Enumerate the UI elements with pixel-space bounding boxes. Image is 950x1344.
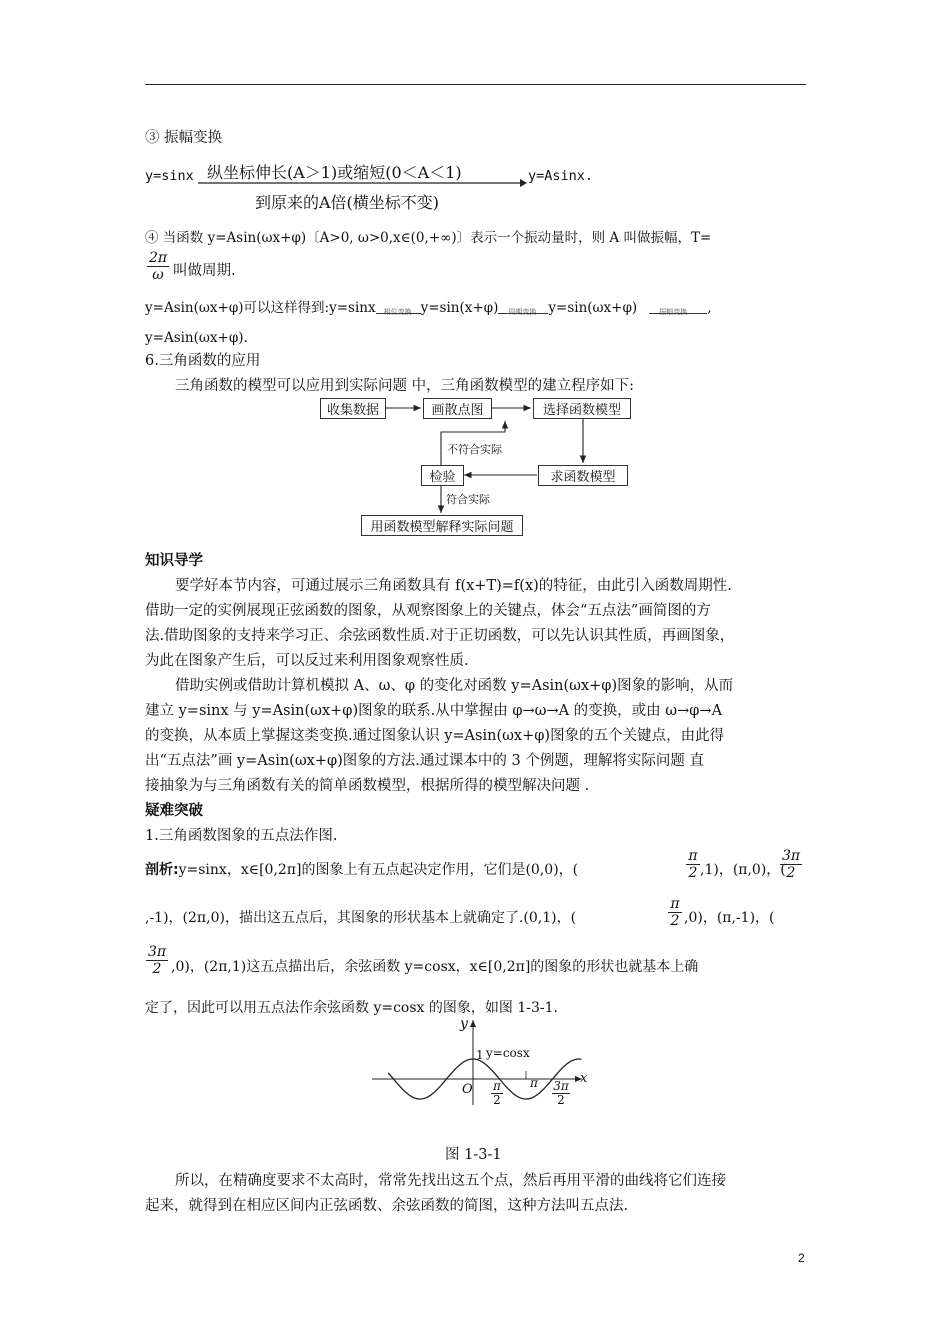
analysis-label: 剖析: — [145, 862, 179, 878]
fig-tick-pi2-num: π — [493, 1079, 501, 1093]
guide-p2-l5: 接抽象为与三角函数有关的简单函数模型，根据所得的模型解决问题 . — [145, 778, 590, 794]
frac-b-den: 2 — [786, 865, 796, 881]
analysis-line1 — [145, 860, 578, 880]
amplitude-heading: ③ 振幅变换 — [145, 130, 223, 146]
analysis-line2: ,-1)，(2π,0)，描出这五点后，其图象的形状基本上就确定了.(0,1)，( — [145, 910, 577, 926]
period-fraction-numerator: 2π — [148, 250, 168, 266]
flow-fit: 符合实际 — [446, 493, 490, 506]
analysis-line4: 定了，因此可以用五点法作余弦函数 y=cosx 的图象，如图 1-3-1. — [145, 1000, 558, 1016]
guide-p2-l4: 出“五点法”画 y=Asin(ωx+φ)图象的方法.通过课本中的 3 个例题，理解将实际问题 直 — [145, 753, 704, 769]
flow-not-fit: 不符合实际 — [447, 443, 502, 456]
frac-3pi-over-2-b — [146, 944, 168, 977]
item4-line2: 叫做周期. — [173, 263, 236, 279]
flow-solve: 求函数模型 — [538, 465, 628, 486]
guide-p2-l2: 建立 y=sinx 与 y=Asin(ωx+φ)图象的联系.从中掌握由 φ→ω→A 的变换，或由 ω→φ→A — [145, 703, 723, 719]
guide-p1-l4: 为此在图象产生后，可以反过来利用图象观察性质. — [145, 653, 469, 669]
period-fraction-denominator: ω — [152, 267, 164, 283]
section6-intro: 三角函数的模型可以应用到实际问题 中，三角函数模型的建立程序如下: — [175, 378, 634, 394]
fig-tick-pi2-den: 2 — [493, 1093, 501, 1107]
analysis-l2b: ,0)，(π,-1)，( — [684, 910, 775, 926]
frac-c-den: 2 — [670, 913, 680, 929]
difficulty-item1: 1.三角函数图象的五点法作图. — [145, 828, 338, 844]
fig-origin: O — [462, 1082, 473, 1097]
line3-part-b: y=sin(x+φ) — [420, 300, 499, 316]
frac-c-num: π — [670, 896, 680, 912]
fig-tick-3pi2 — [552, 1080, 570, 1107]
guide-p2-l3: 的变换，从本质上掌握这类变换.通过图象认识 y=Asin(ωx+φ)图象的五个关键点，由此得 — [145, 728, 725, 744]
amplitude-lhs: y=sinx — [145, 168, 194, 184]
frac-3pi-over-2-a — [780, 848, 802, 881]
item4-line1: ④ 当函数 y=Asin(ωx+φ)〔A>0, ω>0,x∈(0,+∞)〕表示一个振动量时，则 A 叫做振幅，T= — [145, 230, 712, 246]
fig-tick-pi: π — [530, 1076, 538, 1090]
frac-a-num: π — [688, 848, 698, 864]
guide-p1-l2: 借助一定的实例展现正弦函数的图象，从观察图象上的关键点，体会“五点法”画简图的方 — [145, 603, 711, 619]
flow-choose: 选择函数模型 — [533, 398, 631, 419]
section6-title: 6.三角函数的应用 — [145, 353, 261, 369]
line3-part-a: y=Asin(ωx+φ)可以这样得到:y=sinx — [145, 300, 376, 316]
guide-p1-l1: 要学好本节内容，可通过展示三角函数具有 f(x+T)=f(x)的特征，由此引入函数周期性. — [175, 578, 732, 594]
amplitude-rhs: y=Asinx. — [528, 168, 594, 184]
analysis-l1: y=sinx，x∈[0,2π]的图象上有五点起决定作用，它们是(0,0)，( — [178, 862, 579, 878]
amplitude-below: 到原来的A倍(横坐标不变) — [255, 193, 440, 212]
item4-line3: y=Asin(ωx+φ)可以这样得到:y=sinx 相位变换 y=sin(x+φ) 周期变换 y=sin(ωx+φ) 振幅变换 , — [145, 298, 712, 318]
guide-p1-l3: 法.借助图象的支持来学习正、余弦函数性质.对于正切函数，可以先认识其性质，再画图象， — [145, 628, 735, 644]
analysis-line3: ,0)，(2π,1)这五点描出后，余弦函数 y=cosx，x∈[0,2π]的图象的形状也就基本上确 — [171, 959, 699, 975]
frac-d-den: 2 — [152, 961, 162, 977]
flowchart-arrows — [0, 0, 950, 560]
step-period: 周期变换 — [508, 308, 537, 316]
amplitude-above: 纵坐标伸长(A＞1)或缩短(0＜A＜1) — [207, 163, 462, 182]
flow-collect: 收集数据 — [320, 398, 386, 419]
flow-check: 检验 — [421, 465, 464, 486]
item4-line4: y=Asin(ωx+φ). — [145, 330, 248, 346]
fig-tick-pi2 — [491, 1080, 503, 1107]
guide-p2-l1: 借助实例或借助计算机模拟 A、ω、φ 的变化对函数 y=Asin(ωx+φ)图象的影响，从而 — [175, 678, 734, 694]
fig-tick-3pi2-num: 3π — [553, 1079, 569, 1093]
frac-pi-over-2-a — [686, 848, 700, 881]
difficulty-title: 疑难突破 — [145, 803, 203, 819]
fig-x-label: x — [580, 1071, 588, 1086]
flow-scatter: 画散点图 — [423, 398, 492, 419]
frac-d-num: 3π — [147, 944, 167, 960]
closing-l2: 起来，就得到在相应区间内正弦函数、余弦函数的简图，这种方法叫五点法. — [145, 1198, 629, 1214]
figure-caption: 图 1-3-1 — [445, 1147, 502, 1163]
guide-title: 知识导学 — [145, 553, 203, 569]
frac-a-den: 2 — [688, 865, 698, 881]
analysis-l1b: ,1)，(π,0)，( — [700, 862, 786, 878]
fig-y-label: y — [460, 1016, 468, 1032]
frac-b-num: 3π — [781, 848, 801, 864]
step-phase: 相位变换 — [383, 308, 412, 316]
step-amplitude: 振幅变换 — [659, 308, 688, 316]
page-number: 2 — [798, 1251, 805, 1265]
fig-one: 1 — [476, 1048, 484, 1062]
frac-pi-over-2-b — [668, 896, 682, 929]
flow-apply: 用函数模型解释实际问题 — [361, 515, 523, 536]
line3-part-c: y=sin(ωx+φ) — [548, 300, 638, 316]
fig-tick-3pi2-den: 2 — [557, 1093, 565, 1107]
fig-curve-label: y=cosx — [486, 1046, 530, 1060]
closing-l1: 所以，在精确度要求不太高时，常常先找出这五个点，然后再用平滑的曲线将它们连接 — [175, 1173, 726, 1189]
